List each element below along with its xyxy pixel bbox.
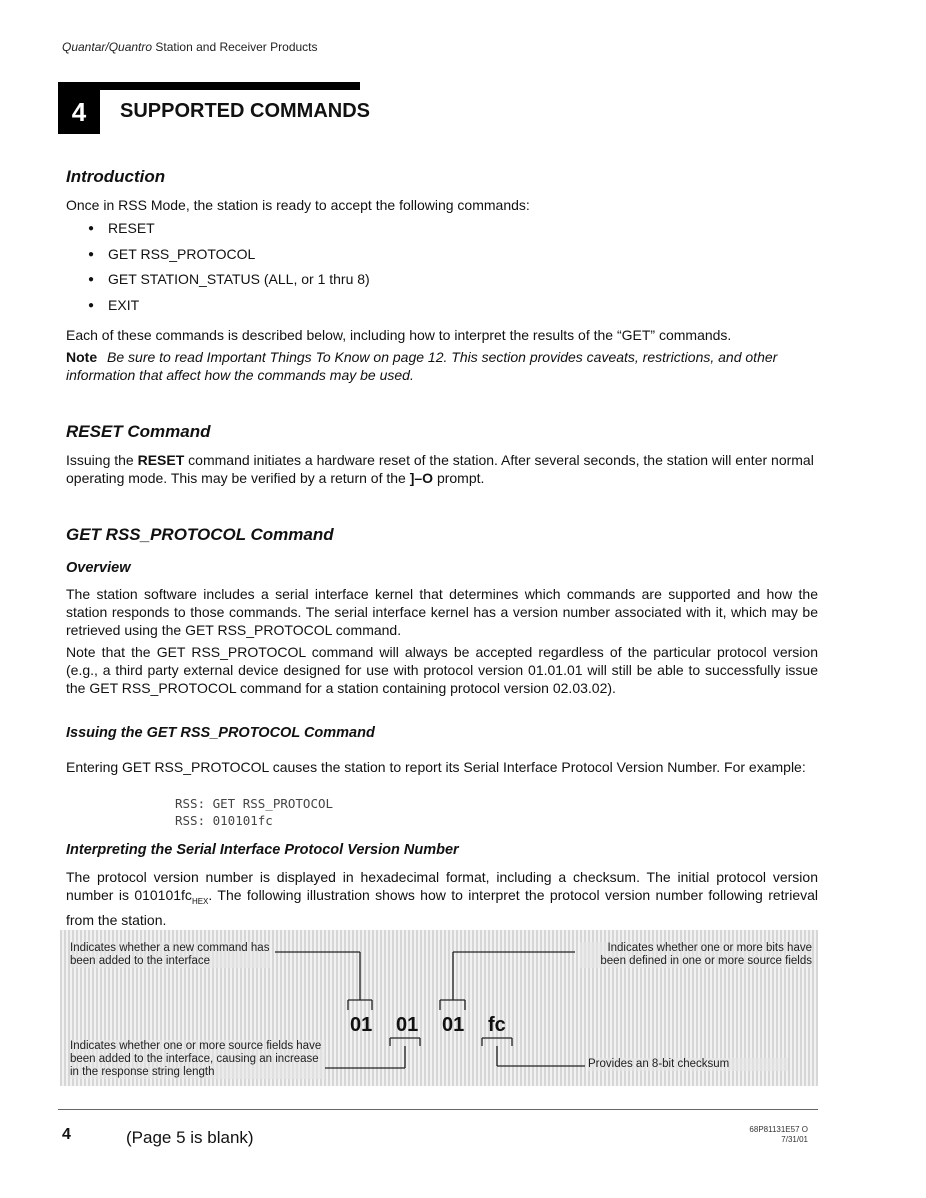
interp-text [66, 868, 818, 929]
intro-heading: Introduction [66, 167, 166, 186]
hex-subscript: HEX [191, 896, 209, 906]
doc-date: 7/31/01 [781, 1135, 808, 1144]
interp-text-part: . The following illustration shows how to interpret the protocol version number following retrieval from the station. [66, 887, 818, 928]
running-header [62, 40, 318, 54]
annotation-source-fields: Indicates whether one or more source fields have been added to the interface, causing an increase in the response string length [70, 1040, 325, 1079]
list-item: ● RESET [88, 217, 370, 243]
note-label: Note [66, 349, 98, 365]
list-item: ● GET STATION_STATUS (ALL, or 1 thru 8) [88, 268, 370, 294]
overview-heading: Overview [66, 560, 131, 576]
intro-lead: Once in RSS Mode, the station is ready to accept the following commands: [66, 197, 530, 213]
digit-group: 01 [396, 1014, 419, 1036]
annotation-checksum: Provides an 8-bit checksum [588, 1058, 788, 1071]
version-illustration [60, 930, 818, 1086]
reset-text-part: Issuing the [66, 452, 138, 468]
note-text: Be sure to read Important Things To Know on page 12. This section provides caveats, restrictions, and other information that affect how the commands may be used. [66, 349, 778, 383]
prompt-text: ]–O [409, 470, 434, 486]
list-item: ● EXIT [88, 294, 370, 320]
issuing-heading: Issuing the GET RSS_PROTOCOL Command [66, 725, 375, 741]
overview-paragraph-2: Note that the GET RSS_PROTOCOL command will always be accepted regardless of the particular protocol version (e.g., a third party external device designed for use with protocol version 01.01.01 will still be able to successfully issue the GET RSS_PROTOCOL command for a station containing protocol version 02.03.02). [66, 644, 818, 696]
overview-paragraph-1: The station software includes a serial interface kernel that determines which commands are supported and how the station responds to those commands. The serial interface kernel has a version number associated with it, which may be retrieved using the GET RSS_PROTOCOL command. [66, 586, 818, 638]
digit-group: fc [488, 1014, 506, 1036]
chapter-bar [58, 82, 360, 90]
reset-keyword: RESET [137, 452, 185, 468]
blank-page-note: (Page 5 is blank) [126, 1128, 254, 1147]
footer-rule [58, 1109, 818, 1110]
interp-heading: Interpreting the Serial Interface Protocol Version Number [66, 842, 459, 858]
code-example [175, 795, 333, 829]
annotation-new-command: Indicates whether a new command has been added to the interface [70, 942, 270, 967]
reset-text [66, 451, 818, 487]
reset-heading: RESET Command [66, 422, 211, 441]
annotation-bits-defined: Indicates whether one or more bits have been defined in one or more source fields [580, 942, 812, 968]
intro-description: Each of these commands is described below, including how to interpret the results of the “GET” commands. [66, 327, 732, 343]
reset-text-part: command initiates a hardware reset of the station. After several seconds, the station will enter normal operating mode. This may be verified by a return of the [66, 452, 814, 486]
doc-id: 68P81131E57 O [749, 1125, 808, 1134]
chapter-number: 4 [58, 90, 100, 134]
get-rss-heading: GET RSS_PROTOCOL Command [66, 525, 334, 544]
code-line: RSS: 010101fc [175, 813, 273, 828]
chapter-title: SUPPORTED COMMANDS [120, 100, 371, 122]
product-name-italic: Quantar/Quantro [62, 40, 153, 54]
reset-text-part: prompt. [433, 470, 485, 486]
code-line: RSS: GET RSS_PROTOCOL [175, 796, 334, 811]
page-number: 4 [62, 1126, 71, 1143]
digit-group: 01 [350, 1014, 373, 1036]
document-number [700, 1125, 808, 1145]
list-item: ● GET RSS_PROTOCOL [88, 243, 370, 269]
command-list [88, 217, 370, 319]
product-name-rest: Station and Receiver Products [155, 40, 318, 54]
interp-text-part: The protocol version number is displayed in hexadecimal format, including a checksum. The initial protocol version number is 010101fc [66, 869, 818, 903]
digit-group: 01 [442, 1014, 465, 1036]
issuing-text: Entering GET RSS_PROTOCOL causes the station to report its Serial Interface Protocol Version Number. For example: [66, 759, 806, 775]
intro-note [66, 348, 818, 384]
